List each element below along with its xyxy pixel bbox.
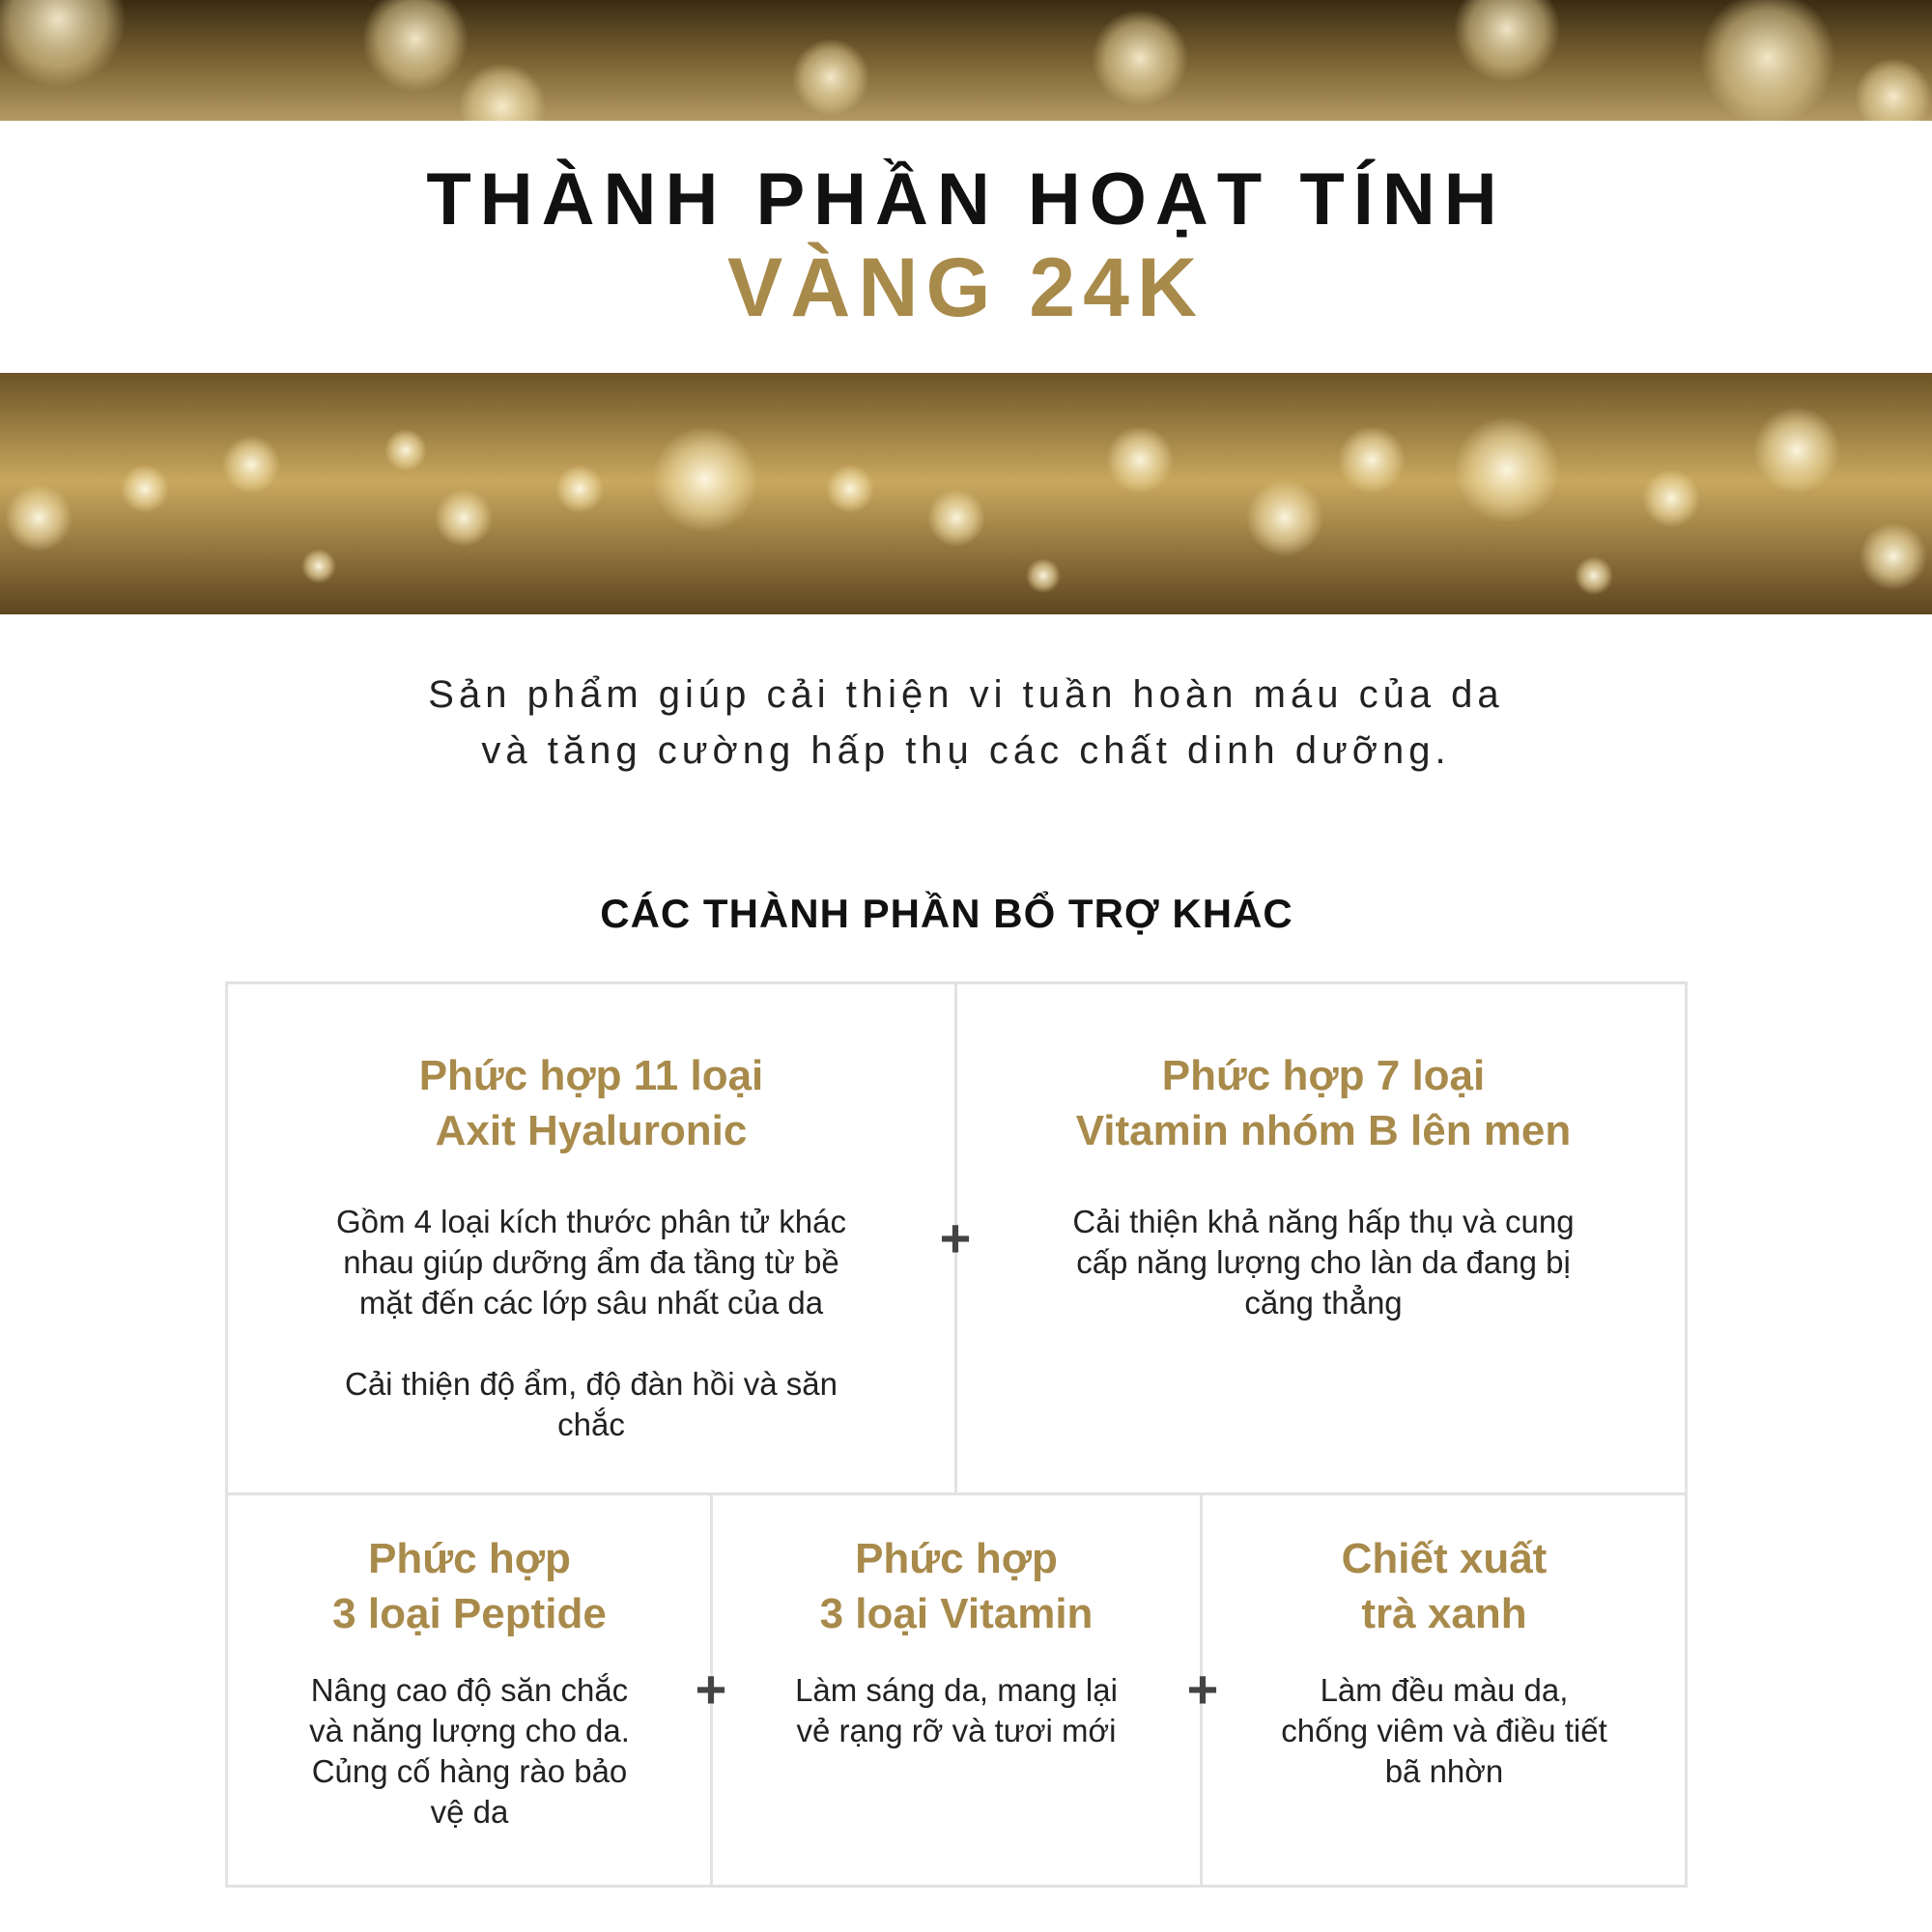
ingredient-description: Nâng cao độ săn chắc và năng lượng cho da. Củng cố hàng rào bảo vệ da (309, 1672, 630, 1830)
ingredient-title: Phức hợp 7 loại Vitamin nhóm B lên men (1075, 1052, 1572, 1154)
ingredient-description: Làm đều màu da, chống viêm và điều tiết bã nhờn (1281, 1672, 1607, 1789)
grid-border-bottom (225, 1885, 1688, 1888)
page-title: THÀNH PHẦN HOẠT TÍNH (426, 158, 1506, 241)
plus-icon: + (1186, 1659, 1219, 1719)
gold-bokeh-banner-middle (0, 373, 1932, 614)
ingredient-description: Gồm 4 loại kích thước phân tử khác nhau giúp dưỡng ẩm đa tầng từ bề mặt đến các lớp sâu nhất của da (335, 1204, 847, 1321)
ingredient-title: Phức hợp 3 loại Vitamin (819, 1535, 1094, 1637)
gold-bokeh-banner-top (0, 0, 1932, 121)
section-title: CÁC THÀNH PHẦN BỔ TRỢ KHÁC (600, 891, 1293, 936)
header (0, 121, 1932, 373)
ingredient-title: Chiết xuất trà xanh (1341, 1535, 1548, 1637)
ingredient-title: Phức hợp 11 loại Axit Hyaluronic (418, 1052, 764, 1154)
ingredient-card-vitamin-b (976, 1048, 1671, 1323)
ingredient-card-peptide (228, 1531, 711, 1833)
ingredient-description: Làm sáng da, mang lại vẻ rạng rỡ và tươi mới (795, 1672, 1118, 1748)
ingredient-card-hyaluronic (228, 1048, 954, 1445)
ingredient-card-green-tea (1203, 1531, 1686, 1792)
page-subtitle: VÀNG 24K (726, 242, 1206, 334)
intro-line-1: Sản phẩm giúp cải thiện vi tuần hoàn máu của da (428, 673, 1504, 716)
intro-line-2: và tăng cường hấp thụ các chất dinh dưỡng. (481, 729, 1451, 772)
plus-icon: + (695, 1659, 727, 1719)
ingredient-description-2: Cải thiện độ ẩm, độ đàn hồi và săn chắc (344, 1366, 838, 1442)
plus-icon: + (939, 1208, 972, 1268)
bokeh-image-middle (0, 373, 1932, 614)
ingredient-card-vitamin (713, 1531, 1200, 1751)
ingredient-description: Cải thiện khả năng hấp thụ và cung cấp năng lượng cho làn da đang bị căng thẳng (1072, 1204, 1575, 1321)
ingredient-title: Phức hợp 3 loại Peptide (332, 1535, 607, 1637)
bokeh-image-top (0, 0, 1932, 121)
